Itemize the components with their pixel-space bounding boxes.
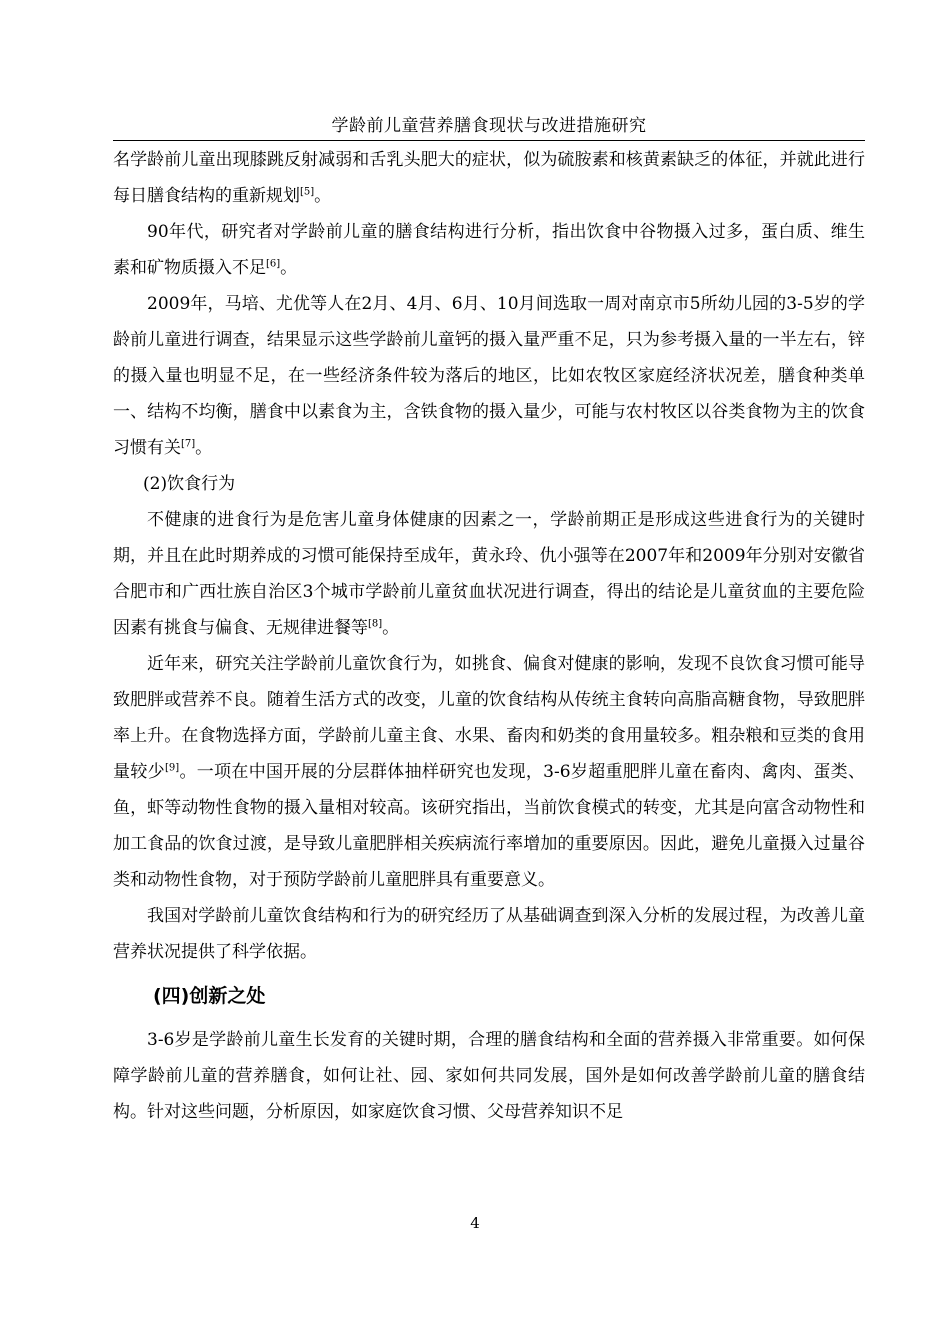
- citation-ref: [8]: [368, 618, 383, 630]
- paragraph-text: 不健康的进食行为是危害儿童身体健康的因素之一，学龄前期正是形成这些进食行为的关键时期，并且在此时期养成的习惯可能保持至成年，黄永玲、仇小强等在2007年和2009年分别对安徽省合肥市和广西壮族自治区3个城市学龄前儿童贫血状况进行调查，得出的结论是儿童贫血的主要危险因素有挑食与偏食、无规律进餐等: [113, 510, 865, 638]
- paragraph-text: 名学龄前儿童出现膝跳反射减弱和舌乳头肥大的症状，似为硫胺素和核黄素缺乏的体征，并就此进行每日膳食结构的重新规划: [113, 150, 865, 206]
- running-header-title: 学龄前儿童营养膳食现状与改进措施研究: [331, 116, 647, 136]
- paragraph-tail: 。: [314, 186, 332, 206]
- citation-ref: [5]: [300, 186, 315, 198]
- subheading-eating-behavior: (2)饮食行为: [143, 474, 236, 494]
- section-heading-innovation: (四)创新之处: [153, 985, 266, 1007]
- paragraph-text: 2009年，马培、尤优等人在2月、4月、6月、10月间选取一周对南京市5所幼儿园的3-5岁的学龄前儿童进行调查，结果显示这些学龄前儿童钙的摄入量严重不足，只为参考摄入量的一半左右，锌的摄入量也明显不足，在一些经济条件较为落后的地区，比如农牧区家庭经济状况差，膳食种类单一、结构不均衡，膳食中以素食为主，含铁食物的摄入量少，可能与农村牧区以谷类食物为主的饮食习惯有关: [113, 294, 865, 458]
- citation-ref: [9]: [164, 762, 180, 774]
- paragraph-tail: 。: [195, 438, 213, 458]
- citation-ref: [7]: [181, 438, 196, 450]
- paragraph-1990s-analysis: [113, 214, 865, 286]
- paragraph-research-summary: 我国对学龄前儿童饮食结构和行为的研究经历了从基础调查到深入分析的发展过程，为改善儿童营养状况提供了科学依据。: [113, 906, 865, 962]
- paragraph-tail: 。一项在中国开展的分层群体抽样研究也发现，3-6岁超重肥胖儿童在畜肉、禽肉、蛋类、鱼，虾等动物性食物的摄入量相对较高。该研究指出，当前饮食模式的转变，尤其是向富含动物性和加工食品的饮食过渡，是导致儿童肥胖相关疾病流行率增加的重要原因。因此，避免儿童摄入过量谷类和动物性食物，对于预防学龄前儿童肥胖具有重要意义。: [113, 762, 866, 890]
- paragraph-text: 近年来，研究关注学龄前儿童饮食行为，如挑食、偏食对健康的影响，发现不良饮食习惯可能导致肥胖或营养不良。随着生活方式的改变，儿童的饮食结构从传统主食转向高脂高糖食物，导致肥胖率上升。在食物选择方面，学龄前儿童主食、水果、畜肉和奶类的食用量较多。粗杂粮和豆类的食用量较少: [113, 654, 865, 782]
- citation-ref: [6]: [266, 258, 281, 270]
- paragraph-text: 90年代，研究者对学龄前儿童的膳食结构进行分析，指出饮食中谷物摄入过多，蛋白质、维生素和矿物质摄入不足: [113, 222, 865, 278]
- header-divider: [113, 140, 865, 141]
- body-text: [113, 142, 865, 1130]
- paragraph-tail: 。: [382, 618, 400, 638]
- page-number: 4: [470, 1214, 480, 1232]
- paragraph-innovation: 3-6岁是学龄前儿童生长发育的关键时期，合理的膳食结构和全面的营养摄入非常重要。如何保障学龄前儿童的营养膳食，如何让社、园、家如何共同发展，国外是如何改善学龄前儿童的膳食结构。针对这些问题，分析原因，如家庭饮食习惯、父母营养知识不足: [113, 1030, 865, 1122]
- paragraph-unhealthy-eating: [113, 502, 865, 646]
- paragraph-recent-research: [113, 646, 865, 898]
- paragraph-tail: 。: [280, 258, 298, 278]
- paragraph-2009-nanjing-survey: [113, 286, 865, 466]
- paragraph-thiamine-deficiency: [113, 142, 865, 214]
